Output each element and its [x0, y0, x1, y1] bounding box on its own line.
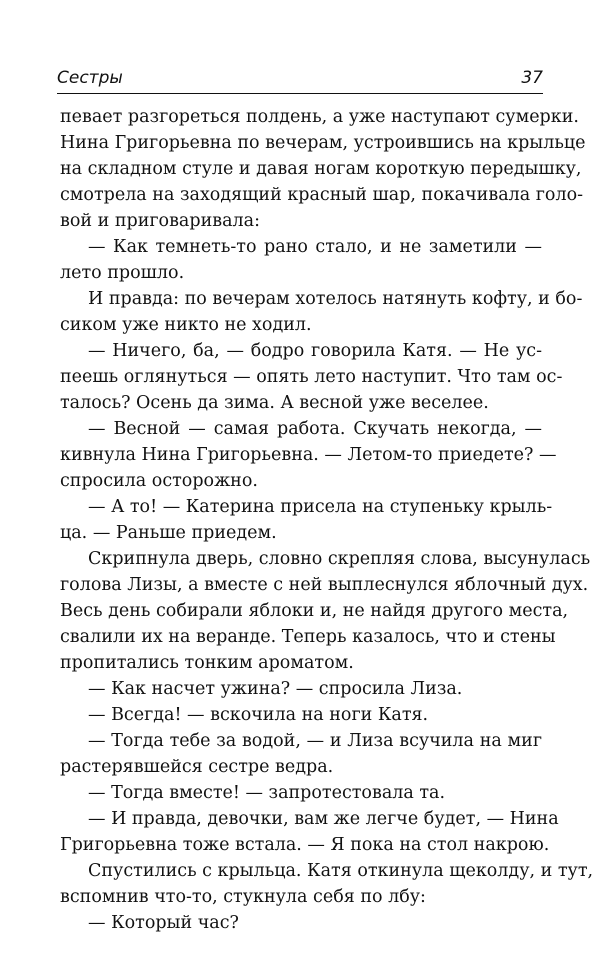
text-line: сиком уже никто не ходил. [60, 315, 312, 335]
header-rule [57, 93, 543, 94]
text-line: спросила осторожно. [60, 471, 258, 491]
text-line: на складном стуле и давая ногам короткую передышку, [60, 159, 582, 179]
text-line: Спустились с крыльца. Катя откинула щеколду, и тут, [88, 861, 594, 881]
text-line: — И правда, девочки, вам же легче будет, — Нина [88, 809, 559, 829]
text-line: — Весной — самая работа. Скучать некогда, — [88, 419, 542, 439]
text-line: смотрела на заходящий красный шар, покачивала голо- [60, 185, 584, 205]
text-line: И правда: по вечерам хотелось натянуть кофту, и бо- [88, 289, 583, 309]
text-line: вой и приговаривала: [60, 211, 260, 231]
header-title: Сестры [57, 68, 123, 88]
text-line: вспомнив что-то, стукнула себя по лбу: [60, 887, 426, 907]
text-line: Весь день собирали яблоки и, не найдя другого места, [60, 601, 569, 621]
body-text [60, 104, 594, 936]
text-line: пропитались тонким ароматом. [60, 653, 354, 673]
text-line: — Тогда вместе! — запротестовала та. [88, 783, 446, 803]
text-line: талось? Осень да зима. А весной уже веселее. [60, 393, 489, 413]
page-number: 37 [521, 68, 543, 88]
text-line: — А то! — Катерина присела на ступеньку крыль- [88, 497, 553, 517]
text-line: лето прошло. [60, 263, 185, 283]
text-line: — Который час? [88, 913, 239, 933]
text-line: кивнула Нина Григорьевна. — Летом-то приедете? — [60, 445, 557, 465]
text-line: — Всегда! — вскочила на ноги Катя. [88, 705, 429, 725]
text-line: растерявшейся сестре ведра. [60, 757, 334, 777]
text-line: — Тогда тебе за водой, — и Лиза всучила на миг [88, 731, 542, 751]
text-line: ца. — Раньше приедем. [60, 523, 277, 543]
text-line: Скрипнула дверь, словно скрепляя слова, высунулась [88, 549, 591, 569]
text-line: пеешь оглянуться — опять лето наступит. Что там ос- [60, 367, 563, 387]
text-line: Григорьевна тоже встала. — Я пока на стол накрою. [60, 835, 550, 855]
text-line: голова Лизы, а вместе с ней выплеснулся яблочный дух. [60, 575, 589, 595]
text-line: Нина Григорьевна по вечерам, устроившись на крыльце [60, 133, 586, 153]
text-line: — Ничего, ба, — бодро говорила Катя. — Не ус- [88, 341, 542, 361]
running-header [57, 66, 543, 92]
text-line: — Как насчет ужина? — спросила Лиза. [88, 679, 463, 699]
text-line: — Как темнеть-то рано стало, и не заметили — [88, 237, 542, 257]
text-line: певает разгореться полдень, а уже наступают сумерки. [60, 107, 579, 127]
text-line: свалили их на веранде. Теперь казалось, что и стены [60, 627, 556, 647]
